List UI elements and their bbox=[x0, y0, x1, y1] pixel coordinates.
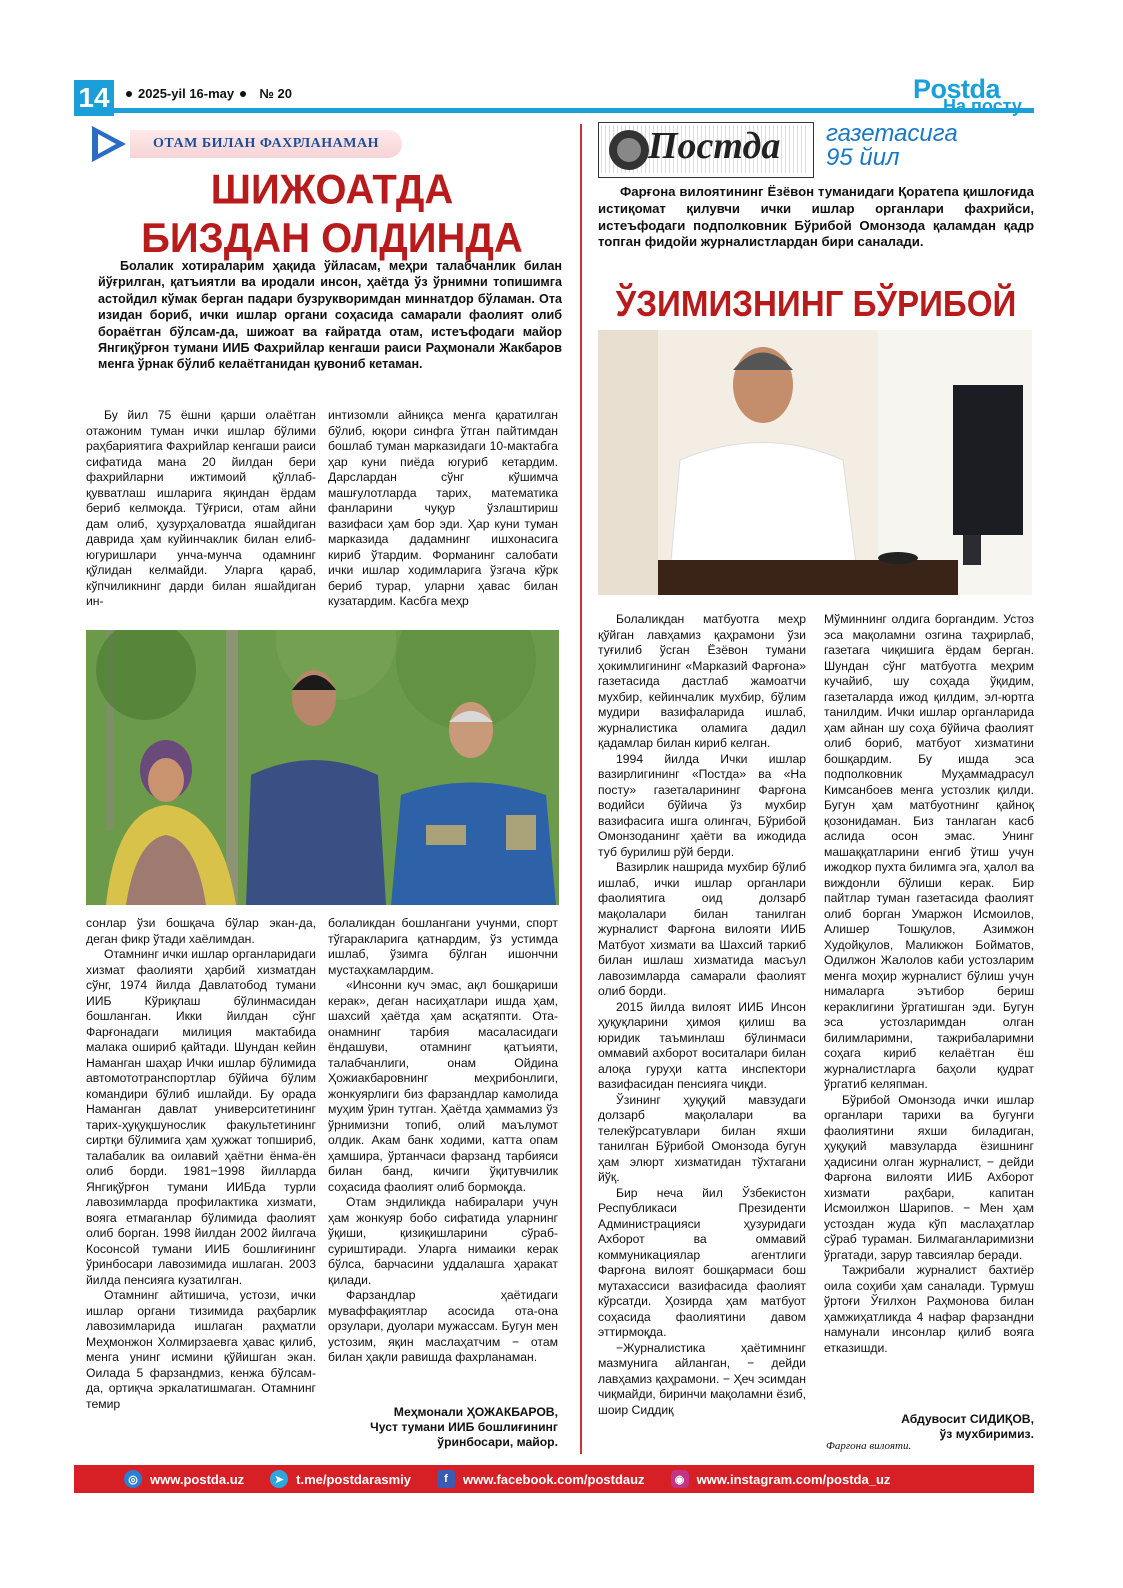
rubric-label: ОТАМ БИЛАН ФАХРЛАНАМАН bbox=[130, 130, 402, 158]
right-column-1 bbox=[598, 612, 806, 1418]
paragraph: Отамнинг ички ишлар органларидаги хизмат фаолияти ҳарбий хизматдан сўнг, 1974 йилда Давлатобод тумани ИИБ Кўриқлаш бўлинмасидан бошланган. Икки йилдан сўнг Фарғонадаги милиция мактабида малака ошириб қайтади. Шундан кейин Наманган шаҳар Ички ишлар бўлимида автомототранспортлар бўйича бўлим командири бўлиб ишлайди. Бу орада Наманган давлат университетининг тарих-ҳуқуқшунослик факультетининг сиртқи бўлимига ҳам ҳужжат топшириб, талабалик ва оилавий ҳаётни ёнма-ён олиб борди. 1981−1998 йилларда Янгиқўрғон тумани ИИБда турли лавозимларда профилактика хизмати, вояга етмаганлар бўлимида фаолият олиб борган. 1998 йилдан 2002 йилгача Косонсой тумани ИИБ бошлиғининг ўринбосари лавозимида ишлаган. 2003 йилда пенсияга кузатилган. bbox=[86, 947, 316, 1287]
left-column-3 bbox=[86, 916, 316, 1412]
page-number: 14 bbox=[74, 80, 114, 116]
footer-website-link[interactable] bbox=[124, 1470, 244, 1488]
issue-date: 2025-yil 16-may bbox=[138, 86, 235, 101]
paragraph: Тажрибали журналист бахтиёр оила соҳиби ҳам саналади. Турмуш ўртоғи Ўғилхон Раҳмонова билан ҳамжиҳатликда 4 нафар фарзандни намунали инсонлар қилиб вояга етказишди. bbox=[824, 1263, 1034, 1355]
paragraph: Отам эндиликда набиралари учун ҳам жонкуяр бобо сифатида уларнинг ўқиши, қизиқишларини сўраб-суриштиради. Уларга нимаики керак бўлса, барчасини уддалашга ҳаракат қилади. bbox=[328, 1195, 558, 1287]
paragraph: Бўрибой Омонзода ички ишлар органлари тарихи ва бугунги фаолиятини яхши биладиган, ҳуқуқий мавзуларда ёзишнинг ҳадисини олган журналист, − дейди Фарғона вилояти ИИБ Ахборот хизмати раҳбари, капитан Исмоилжон Шарипов. − Мен ҳам устоздан жуда кўп маслаҳатлар сўраб тураман. Билмаганларимизни ўргатади, зарур тавсиялар беради. bbox=[824, 1092, 1034, 1262]
left-column-4 bbox=[328, 916, 558, 1366]
paragraph: −Журналистика ҳаётимнинг мазмунига айланган, − дейди лавҳамиз қаҳрамони. − Ҳеч эсимдан чиқмайди, биринчи мақоламни ёзиб, шоир Сиддиқ bbox=[598, 1340, 806, 1417]
paragraph: Ўзининг ҳуқуқий мавзудаги долзарб мақолалари ва телекўрсатувлари билан яхши танилган Бўрибой Омонзода бугун ҳам элюрт хизматидан тўхтагани йўқ. bbox=[598, 1092, 806, 1184]
paragraph: сонлар ўзи бошқача бўлар экан-да, деган фикр ўтади хаёлимдан. bbox=[86, 916, 316, 946]
portrait-photo bbox=[598, 330, 1032, 595]
paragraph: Болаликдан матбуотга меҳр қўйган лавҳамиз қаҳрамони ўзи туғилиб ўсган Ёзёвон тумани ҳокимлигининг «Марказий Фарғона» газетасида дастлаб жамоатчи мухбир, кейинчалик мухбир, бўлим мудири вазифаларида ишлаб, журналистика оламига дадил қадамлар билан кириб келган. bbox=[598, 612, 806, 750]
paragraph: Бу йил 75 ёшни қарши олаётган отажоним туман ички ишлар бўлими раҳбариятига Фахрийлар кенгаши раиси сифатида мана 20 йилдан бери фахрийларни ижтимоий қўллаб-қувватлаш ишларига яқиндан ёрдам бериб келмоқда. Тўғриси, отам айни дам олиб, ҳузурҳаловатда яшайдиган даврида ҳам куйинчаклик билан елиб-югуришлари унча-мунча одамнинг қўлидан келмайди. Уларга қараб, кўпчиликнинг дарди билан яшайдиган ин- bbox=[86, 408, 316, 608]
footer-telegram: t.me/postdarasmiy bbox=[296, 1471, 412, 1487]
author-position: ўз мухбиримиз. bbox=[939, 1427, 1034, 1441]
right-signature bbox=[824, 1412, 1034, 1442]
anniversary-line1: газетасига bbox=[826, 120, 958, 147]
masthead-logo-sub: На посту bbox=[943, 96, 1022, 116]
paragraph: болаликдан бошлангани учунми, спорт тўгаракларига қатнардим, ўз устимда ишлаб, ўзимга бўлган ишончни мустаҳкамлардим. bbox=[328, 916, 558, 977]
family-photo bbox=[86, 630, 559, 905]
author-position: ўринбосари, майор. bbox=[437, 1435, 558, 1449]
author-name: Абдувосит СИДИҚОВ, bbox=[901, 1412, 1034, 1426]
paragraph: Вазирлик нашрида мухбир бўлиб ишлаб, ички ишлар органлари фаолиятига оид долзарб мақолалари билан танилган журналист Фарғона вилояти ИИБ Матбуот хизмати ва Шахсий таркиб билан ишлаш хизматида масъул лавозимларда самарали фаолият олиб борди. bbox=[598, 860, 806, 998]
paragraph: 1994 йилда Ички ишлар вазирлигининг «Постда» ва «На посту» газеталарининг Фарғона водийси бўйича ўз мухбир вазифасига ишга олингач, Бўрибой Омонзоданинг ҳаёти ва ижодида туб бурилиш рўй берди. bbox=[598, 751, 806, 859]
left-lead: Болалик хотираларим ҳақида ўйласам, меҳри талабчанлик билан йўғрилган, қатъиятли ва иродали инсон, ҳаётда ўз ўрнимни топишимга астойдил кўмак берган падари бузрукворимдан миннатдор бўламан. Ота изидан бориб, ички ишлар органи соҳасида самарали фаолият олиб бораётган бўлсам-да, шижоат ва ғайратда отам, истеъфодаги майор Янгиқўрғон тумани ИИБ Фахрийлар кенгаши раиси Раҳмонали Жакбаров менга ўрнак бўлиб келаётганидан қувониб кетаман. bbox=[98, 259, 562, 372]
paragraph: Бир неча йил Ўзбекистон Республикаси Президенти Администрацияси ҳузуридаги Ахборот ва оммавий коммуникациялар агентлиги Фарғона вилоят бошқармаси бош мутахассиси вазифасида фаолият кўрсатди. Ҳозирда ҳам матбуот соҳасида фаолиятини давом эттирмоқда. bbox=[598, 1185, 806, 1339]
footer-facebook-link[interactable] bbox=[437, 1470, 645, 1488]
right-lead: Фарғона вилоятининг Ёзёвон туманидаги Қоратепа қишлоғида истиқомат қилувчи ички ишлар органлари фахрийси, истеъфодаги подполковник Бўрибой Омонзода қаламдан қадр топган фидойи журналистлардан бири саналади. bbox=[598, 184, 1034, 250]
family-photo-illustration bbox=[86, 630, 559, 905]
rubric-banner bbox=[92, 126, 412, 162]
masthead-logo: Postda bbox=[913, 74, 1001, 104]
paragraph: Отамнинг айтишича, устози, ички ишлар органи тизимида раҳбарлик лавозимларида ишлаган раҳматли Меҳмонжон Холмирзаевга ҳавас қилиб, менга унинг исмини қўйишган экан. Оилада 5 фарзандмиз, кенжа бўлсам-да, ортиқча эркалатишмаган. Отамнинг темир bbox=[86, 1288, 316, 1411]
left-column-1 bbox=[86, 408, 316, 610]
paragraph: Мўминнинг олдига боргандим. Устоз эса мақоламни озгина таҳрирлаб, газетага чиқишига ёрдам берган. Шундан сўнг матбуотга меҳрим кучайиб, шу соҳада ўқидим, газеталарда ижод қилдим, эл-юртга танилдим. Ички ишлар органларида ҳам айнан шу соҳа бўйича фаолият олиб бориб, матбуот хизматини бошқардим. Бу ишда эса подполковник Муҳаммадрасул Кимсанбоев менга устозлик қилди. Бугун ҳам матбуотнинг қайноқ қозонидаман. Биз танлаган касб аслида осон эмас. Унинг машаққатларини енгиб ўтиш учун ижодкор пухта билимга эга, ҳалол ва виждонли бўлиши керак. Бир пайтлар туман газетасида фаолият олиб борган Умаржон Исмоилов, Алишер Тошқулов, Азимжон Худойқулов, Маликжон Бойматов, Одилжон Жалолов каби устозларим менга моҳир журналист бўлиш учун нималарга эътибор бериш кераклигини ўргатишган эди. Бугун эса устозларимдан олган билимларимни, тажрибаларимни соҳага кириб келаётган ёш журналистларга баҳоли қудрат ўргатиб келяпман. bbox=[824, 612, 1034, 1091]
footer-website: www.postda.uz bbox=[150, 1471, 245, 1487]
author-name: Меҳмонали ҲОЖАКБАРОВ, bbox=[393, 1405, 558, 1419]
footer-facebook: www.facebook.com/postdauz bbox=[463, 1471, 645, 1487]
author-position: Чуст тумани ИИБ бошлиғининг bbox=[370, 1420, 558, 1434]
author-location: Фарғона вилояти. bbox=[826, 1440, 912, 1452]
instagram-icon: ◉ bbox=[671, 1470, 689, 1488]
left-headline-line1: ШИЖОАТДА bbox=[210, 166, 454, 213]
left-headline bbox=[86, 166, 578, 263]
portrait-illustration bbox=[598, 330, 1032, 595]
paragraph: «Инсонни куч эмас, ақл бошқариши керак», деган насиҳатлари ишда ҳам, шахсий ҳаётда ҳам асқатяпти. Ота-онамнинг тарбия масаласидаги ёндашуви, отамнинг қатъияти, талабчанлиги, онам Ойдина Ҳожиакбаровнинг меҳрибонлиги, жонкуярлиги биз фарзандлар камолида муҳим ўрин тутган. Ҳаётда ҳаммамиз ўз ўрнимизни топиб, олий маълумот олдик. Акам банк ходими, катта опам ҳамшира, ўртанчаси фарзанд тарбияси билан банд, кичиги ўқитувчилик соҳасида фаолият олиб бормоқда. bbox=[328, 978, 558, 1194]
footer-telegram-link[interactable] bbox=[270, 1470, 411, 1488]
paragraph: Фарзандлар ҳаётидаги муваффақиятлар асосида ота-она орзулари, дуолари мужассам. Бугун мен устозим, яқин маслаҳатчим − отам билан ҳақли равишда фахрланаман. bbox=[328, 1288, 558, 1364]
issue-info bbox=[120, 86, 292, 101]
right-headline: ЎЗИМИЗНИНГ БЎРИБОЙ bbox=[615, 283, 1017, 324]
footer-instagram-link[interactable] bbox=[671, 1470, 891, 1488]
globe-icon: ◎ bbox=[124, 1470, 142, 1488]
left-headline-line2: БИЗДАН ОЛДИНДА bbox=[141, 215, 523, 262]
footer-bar bbox=[74, 1465, 1034, 1493]
anniversary-line2: 95 йил bbox=[826, 144, 900, 171]
footer-instagram: www.instagram.com/postda_uz bbox=[696, 1471, 891, 1487]
paragraph: интизомли айниқса менга қаратилган бўлиб, юқори синфга ўтган пайтимдан бошлаб туман марказидаги 10-мактабга ҳар куни пиёда югуриб кетардим. Дарслардан сўнг кўшимча машғулотларда тарих, математика фанларини чуқур ўзлаштириш вазифаси ҳам бор эди. Ҳар куни туман марказида дадамнинг ишхонасига кириб ўтардим. Форманинг салобати ички ишлар ходимларига ўзгача кўрк бериб турар, уларни ҳавас билан кузатардим. Касбга меҳр bbox=[328, 408, 558, 608]
left-signature bbox=[328, 1405, 558, 1450]
facebook-icon: f bbox=[437, 1470, 455, 1488]
rubric-arrow-inner bbox=[98, 134, 116, 154]
column-divider bbox=[580, 124, 582, 1454]
right-column-2 bbox=[824, 612, 1034, 1356]
header-rule bbox=[114, 108, 1034, 113]
issue-number: № 20 bbox=[259, 86, 292, 101]
newspaper-name: Постда bbox=[648, 125, 781, 167]
telegram-icon: ➤ bbox=[270, 1470, 288, 1488]
paragraph: 2015 йилда вилоят ИИБ Инсон ҳуқуқларини ҳимоя қилиш ва юридик таъминлаш бўлинмаси оммавий ахборот воситалари билан алоқа гуруҳи катта инспектори вазифасидан пенсияга чиқди. bbox=[598, 999, 806, 1091]
left-column-2 bbox=[328, 408, 558, 610]
